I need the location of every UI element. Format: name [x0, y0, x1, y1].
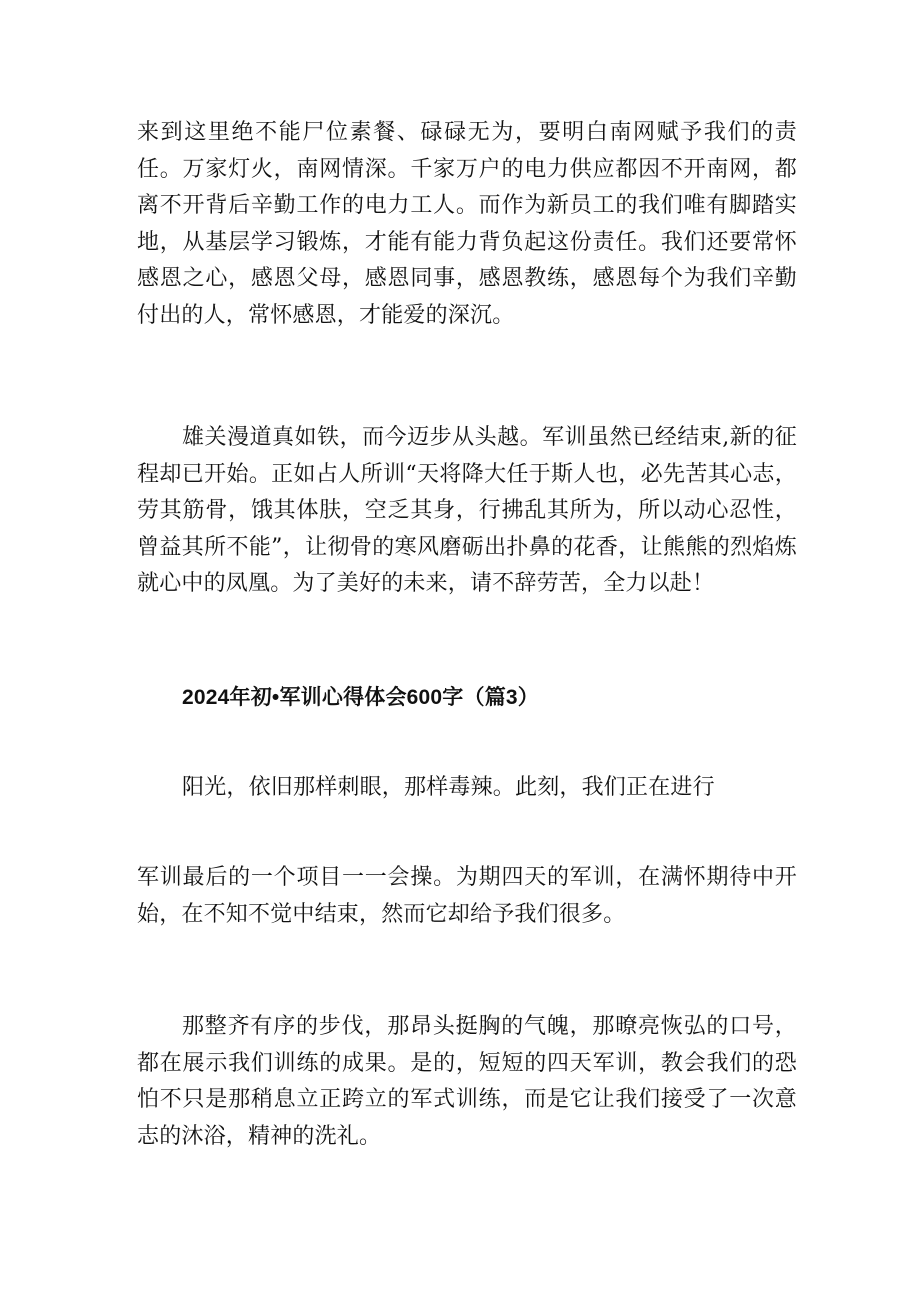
paragraph-training-results: 那整齐有序的步伐，那昂头挺胸的气魄，那暸亮恢弘的口号，都在展示我们训练的成果。是的，短短的四天军训，教会我们的恐怕不只是那稍息立正跨立的军式训练，而是它让我们接受了一次意志的沐浴，精神的洗礼。 [137, 1014, 797, 1149]
paragraph-final-drill: 军训最后的一个项目一一会操。为期四天的军训，在满怀期待中开始，在不知不觉中结束，然而它却给予我们很多。 [137, 865, 797, 927]
section-heading: 2024年初•军训心得体会600字（篇3） [182, 686, 539, 709]
paragraph-sunshine: 阳光，依旧那样刺眼，那样毒辣。此刻，我们正在进行 [182, 775, 715, 800]
paragraph-new-journey: 雄关漫道真如铁，而今迈步从头越。军训虽然已经结束,新的征程却已开始。正如占人所训“天将降大任于斯人也，必先苦其心志，劳其筋骨，饿其体肤，空乏其身，行拂乱其所为，所以动心忍性，曾益其所不能”，让彻骨的寒风磨砺出扑鼻的花香，让熊熊的烈焰炼就心中的凤凰。为了美好的未来，请不辞劳苦，全力以赴！ [137, 425, 797, 597]
paragraph-gratitude: 来到这里绝不能尸位素餐、碌碌无为，要明白南网赋予我们的责任。万家灯火，南网情深。千家万户的电力供应都因不开南网，都离不开背后辛勤工作的电力工人。而作为新员工的我们唯有脚踏实地，从基层学习锻炼，才能有能力背负起这份责任。我们还要常怀感恩之心，感恩父母，感恩同事，感恩教练，感恩每个为我们辛勤付出的人，常怀感恩，才能爱的深沉。 [137, 120, 797, 328]
